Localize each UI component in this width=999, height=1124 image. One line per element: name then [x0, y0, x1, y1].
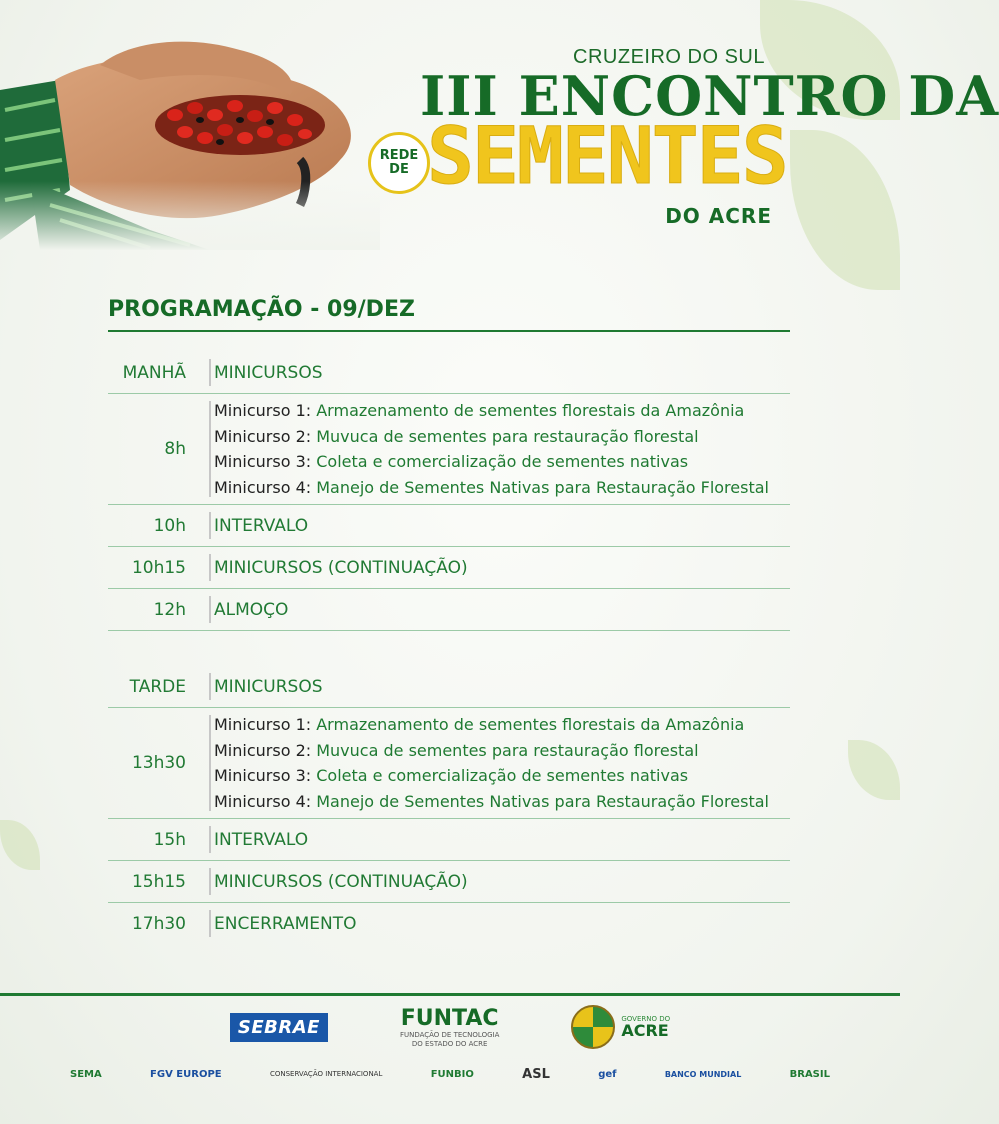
row-description: INTERVALO — [214, 829, 309, 850]
heading-divider — [108, 330, 790, 332]
rede-label: REDE — [379, 148, 419, 164]
schedule-row — [108, 861, 790, 903]
course-title: Manejo de Sementes Nativas para Restauração Florestal — [316, 791, 769, 811]
leaf-decoration — [790, 130, 900, 290]
afternoon-block — [108, 666, 790, 944]
row-description: MINICURSOS — [214, 676, 323, 697]
column-separator — [209, 512, 211, 539]
funtac-logo — [400, 1006, 499, 1049]
course-title: Armazenamento de sementes florestais da Amazônia — [316, 401, 745, 420]
course-title: Muvuca de sementes para restauração florestal — [316, 426, 699, 446]
course-label: Minicurso 4: — [214, 791, 312, 811]
row-description: ENCERRAMENTO — [214, 913, 357, 934]
course-label: Minicurso 1: — [214, 715, 312, 734]
course-item — [214, 449, 769, 475]
column-separator — [209, 673, 211, 700]
governo-federal-brasil-logo: BRASIL — [789, 1068, 830, 1080]
funtac-subtitle: DO ESTADO DO ACRE — [411, 1039, 488, 1048]
course-label: Minicurso 3: — [214, 452, 312, 471]
course-item — [214, 763, 769, 789]
do-acre-label: DO ACRE — [665, 204, 772, 228]
course-title: Muvuca de sementes para restauração florestal — [316, 740, 699, 760]
column-separator — [209, 359, 211, 386]
course-label: Minicurso 2: — [214, 740, 312, 760]
course-label: Minicurso 3: — [214, 766, 312, 785]
schedule-row — [108, 394, 790, 505]
schedule-row — [108, 589, 790, 630]
period-label: TARDE — [129, 676, 186, 697]
course-item — [214, 424, 769, 450]
course-label: Minicurso 2: — [214, 426, 312, 446]
row-description: MINICURSOS — [214, 362, 323, 383]
leaf-decoration — [848, 740, 900, 800]
course-item — [214, 398, 769, 424]
course-item — [214, 738, 769, 764]
funtac-subtitle: FUNDAÇÃO DE TECNOLOGIA — [399, 1030, 500, 1039]
time-label: 8h — [164, 439, 186, 459]
conservacao-internacional-logo: CONSERVAÇÃO INTERNACIONAL — [269, 1070, 383, 1078]
schedule-table — [108, 352, 790, 944]
course-list — [198, 712, 769, 814]
time-label: 12h — [153, 599, 186, 620]
column-separator — [209, 826, 211, 853]
course-title: Coleta e comercialização de sementes nativas — [316, 766, 689, 785]
main-sponsor-logos — [0, 1004, 900, 1050]
course-item — [214, 475, 769, 501]
funbio-logo: FUNBIO — [430, 1068, 474, 1080]
course-label: Minicurso 4: — [214, 477, 312, 497]
schedule-row — [108, 666, 790, 708]
course-label: Minicurso 1: — [214, 401, 312, 420]
acre-government-logo — [571, 1005, 670, 1049]
column-separator — [209, 401, 211, 497]
banco-mundial-logo: BANCO MUNDIAL — [664, 1069, 742, 1079]
time-label: 13h30 — [131, 753, 186, 773]
event-location: CRUZEIRO DO SUL — [573, 46, 765, 68]
course-item — [214, 789, 769, 815]
course-title: Coleta e comercialização de sementes nativas — [316, 452, 689, 471]
asl-logo: ASL — [522, 1066, 550, 1082]
column-separator — [209, 554, 211, 581]
morning-block — [108, 352, 790, 630]
time-label: 15h — [153, 829, 186, 850]
partner-logos — [0, 1058, 900, 1090]
row-description: ALMOÇO — [214, 599, 289, 620]
schedule-row — [108, 505, 790, 547]
hands-with-seeds-image — [0, 20, 380, 250]
column-separator — [209, 715, 211, 811]
schedule-row — [108, 352, 790, 394]
schedule-row — [108, 708, 790, 819]
footer-divider — [0, 993, 900, 996]
sema-logo: SEMA — [70, 1068, 102, 1080]
sementes-wordmark: SEMENTES — [427, 112, 787, 202]
sebrae-logo: SEBRAE — [230, 1013, 328, 1042]
row-description: MINICURSOS (CONTINUAÇÃO) — [214, 557, 468, 578]
funtac-name: FUNTAC — [400, 1005, 499, 1031]
de-label: DE — [389, 162, 409, 177]
acre-label: ACRE — [621, 1020, 669, 1040]
row-description: INTERVALO — [214, 515, 309, 536]
schedule-row — [108, 819, 790, 861]
course-item — [214, 712, 769, 738]
schedule-row — [108, 547, 790, 589]
fgv-europe-logo: FGV EUROPE — [150, 1068, 222, 1080]
section-divider — [108, 630, 790, 666]
time-label: 10h15 — [131, 557, 186, 578]
time-label: 15h15 — [131, 871, 186, 892]
event-title: III ENCONTRO DA — [420, 64, 999, 128]
schedule-row — [108, 903, 790, 944]
acre-gov-label: GOVERNO DO — [621, 1014, 671, 1023]
acre-seal-icon — [571, 1005, 615, 1049]
rede-de-badge — [368, 132, 430, 194]
row-description: MINICURSOS (CONTINUAÇÃO) — [214, 871, 468, 892]
column-separator — [209, 596, 211, 623]
programacao-heading: PROGRAMAÇÃO - 09/DEZ — [108, 297, 415, 322]
course-title: Manejo de Sementes Nativas para Restauração Florestal — [316, 477, 769, 497]
acre-logo-text — [621, 1016, 670, 1039]
gef-logo: gef — [598, 1068, 617, 1080]
leaf-decoration — [0, 820, 40, 870]
period-label: MANHÃ — [122, 362, 186, 383]
course-list — [198, 398, 769, 500]
course-title: Armazenamento de sementes florestais da Amazônia — [316, 715, 745, 734]
column-separator — [209, 868, 211, 895]
time-label: 10h — [153, 515, 186, 536]
time-label: 17h30 — [131, 913, 186, 934]
column-separator — [209, 910, 211, 937]
